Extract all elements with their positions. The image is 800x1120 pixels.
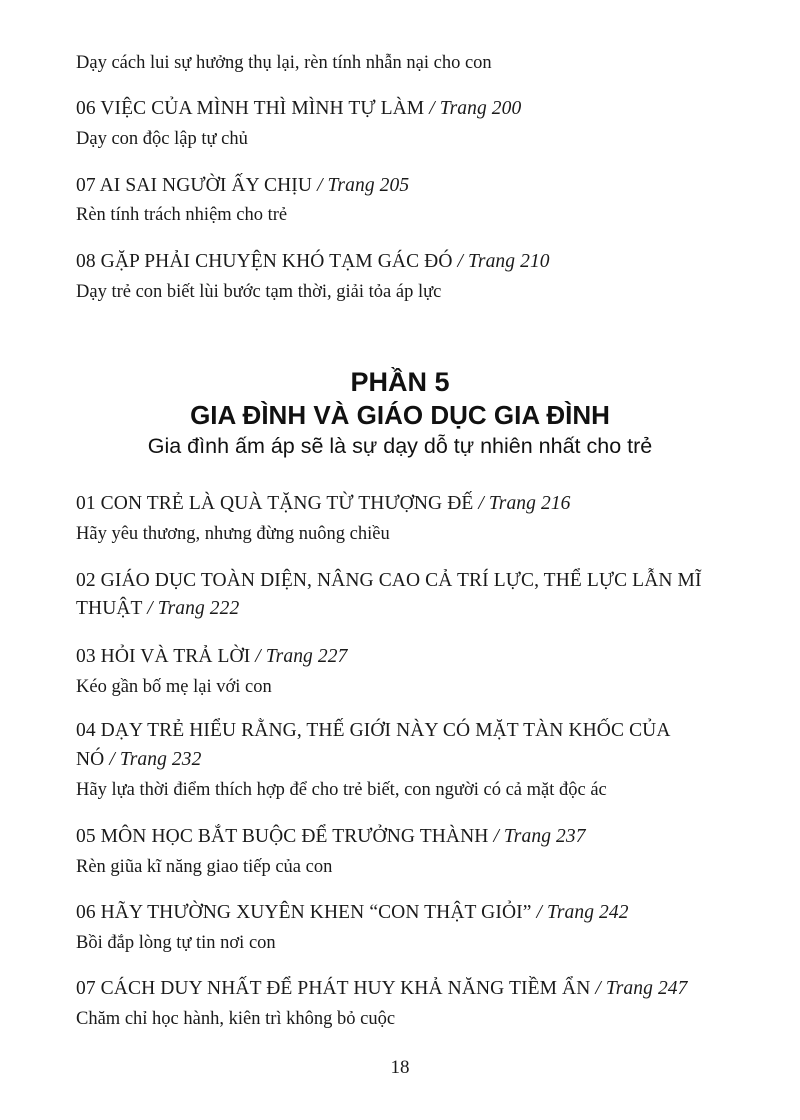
- entry-title-text: 07 AI SAI NGƯỜI ẤY CHỊU: [76, 175, 313, 196]
- toc-entry-title: [76, 97, 521, 121]
- toc-entry-title-line-2: [76, 597, 239, 621]
- entry-subtitle: Bồi đắp lòng tự tin nơi con: [76, 933, 276, 953]
- toc-entry-title: [76, 250, 550, 274]
- entry-title-text: 01 CON TRẺ LÀ QUÀ TẶNG TỪ THƯỢNG ĐẾ: [76, 493, 474, 514]
- part-title-heading: GIA ĐÌNH VÀ GIÁO DỤC GIA ĐÌNH: [190, 400, 610, 430]
- page-number: 18: [390, 1057, 410, 1078]
- entry-subtitle: Chăm chỉ học hành, kiên trì không bỏ cuộc: [76, 1009, 396, 1029]
- toc-entry-title-line-1: 04 DẠY TRẺ HIỂU RẰNG, THẾ GIỚI NÀY CÓ MẶT TÀN KHỐC CỦA: [76, 720, 671, 741]
- entry-subtitle: Hãy lựa thời điểm thích hợp để cho trẻ biết, con người có cả mặt độc ác: [76, 780, 607, 800]
- entry-page-ref: / Trang 247: [595, 978, 688, 999]
- entry-title-text: THUẬT: [76, 598, 143, 619]
- entry-subtitle: Rèn giũa kĩ năng giao tiếp của con: [76, 857, 333, 877]
- toc-entry-title: [76, 825, 586, 849]
- toc-entry-title: [76, 174, 409, 198]
- toc-entry-title: [76, 645, 347, 669]
- entry-title-text: 08 GẶP PHẢI CHUYỆN KHÓ TẠM GÁC ĐÓ: [76, 251, 453, 272]
- toc-entry-title: [76, 977, 688, 1001]
- entry-subtitle: Dạy cách lui sự hưởng thụ lại, rèn tính nhẫn nại cho con: [76, 53, 492, 73]
- entry-subtitle: Hãy yêu thương, nhưng đừng nuông chiều: [76, 524, 390, 544]
- entry-page-ref: / Trang 227: [255, 646, 348, 667]
- entry-title-text: NÓ: [76, 749, 105, 770]
- entry-subtitle: Rèn tính trách nhiệm cho trẻ: [76, 205, 288, 225]
- entry-subtitle: Dạy con độc lập tự chủ: [76, 129, 248, 149]
- toc-entry-title: [76, 901, 629, 925]
- entry-page-ref: / Trang 216: [478, 493, 571, 514]
- entry-subtitle: Kéo gần bố mẹ lại với con: [76, 677, 272, 697]
- entry-title-text: 03 HỎI VÀ TRẢ LỜI: [76, 646, 251, 667]
- entry-page-ref: / Trang 210: [457, 251, 550, 272]
- entry-page-ref: / Trang 222: [147, 598, 240, 619]
- entry-title-text: 05 MÔN HỌC BẮT BUỘC ĐỂ TRƯỞNG THÀNH: [76, 826, 489, 847]
- entry-title-text: 06 HÃY THƯỜNG XUYÊN KHEN “CON THẬT GIỎI”: [76, 902, 532, 923]
- entry-page-ref: / Trang 200: [429, 98, 522, 119]
- entry-page-ref: / Trang 205: [317, 175, 410, 196]
- entry-page-ref: / Trang 232: [109, 749, 202, 770]
- toc-entry-title-line-2: [76, 748, 202, 772]
- part-number-heading: PHẦN 5: [350, 367, 450, 397]
- entry-page-ref: / Trang 237: [493, 826, 586, 847]
- part-tagline: Gia đình ấm áp sẽ là sự dạy dỗ tự nhiên nhất cho trẻ: [147, 434, 653, 458]
- entry-title-text: 07 CÁCH DUY NHẤT ĐỂ PHÁT HUY KHẢ NĂNG TIỀM ẨN: [76, 978, 591, 999]
- entry-title-text: 06 VIỆC CỦA MÌNH THÌ MÌNH TỰ LÀM: [76, 98, 425, 119]
- entry-page-ref: / Trang 242: [536, 902, 629, 923]
- toc-entry-title-line-1: 02 GIÁO DỤC TOÀN DIỆN, NÂNG CAO CẢ TRÍ LỰC, THỂ LỰC LẪN MĨ: [76, 570, 702, 591]
- toc-entry-title: [76, 492, 571, 516]
- entry-subtitle: Dạy trẻ con biết lùi bước tạm thời, giải tỏa áp lực: [76, 282, 442, 302]
